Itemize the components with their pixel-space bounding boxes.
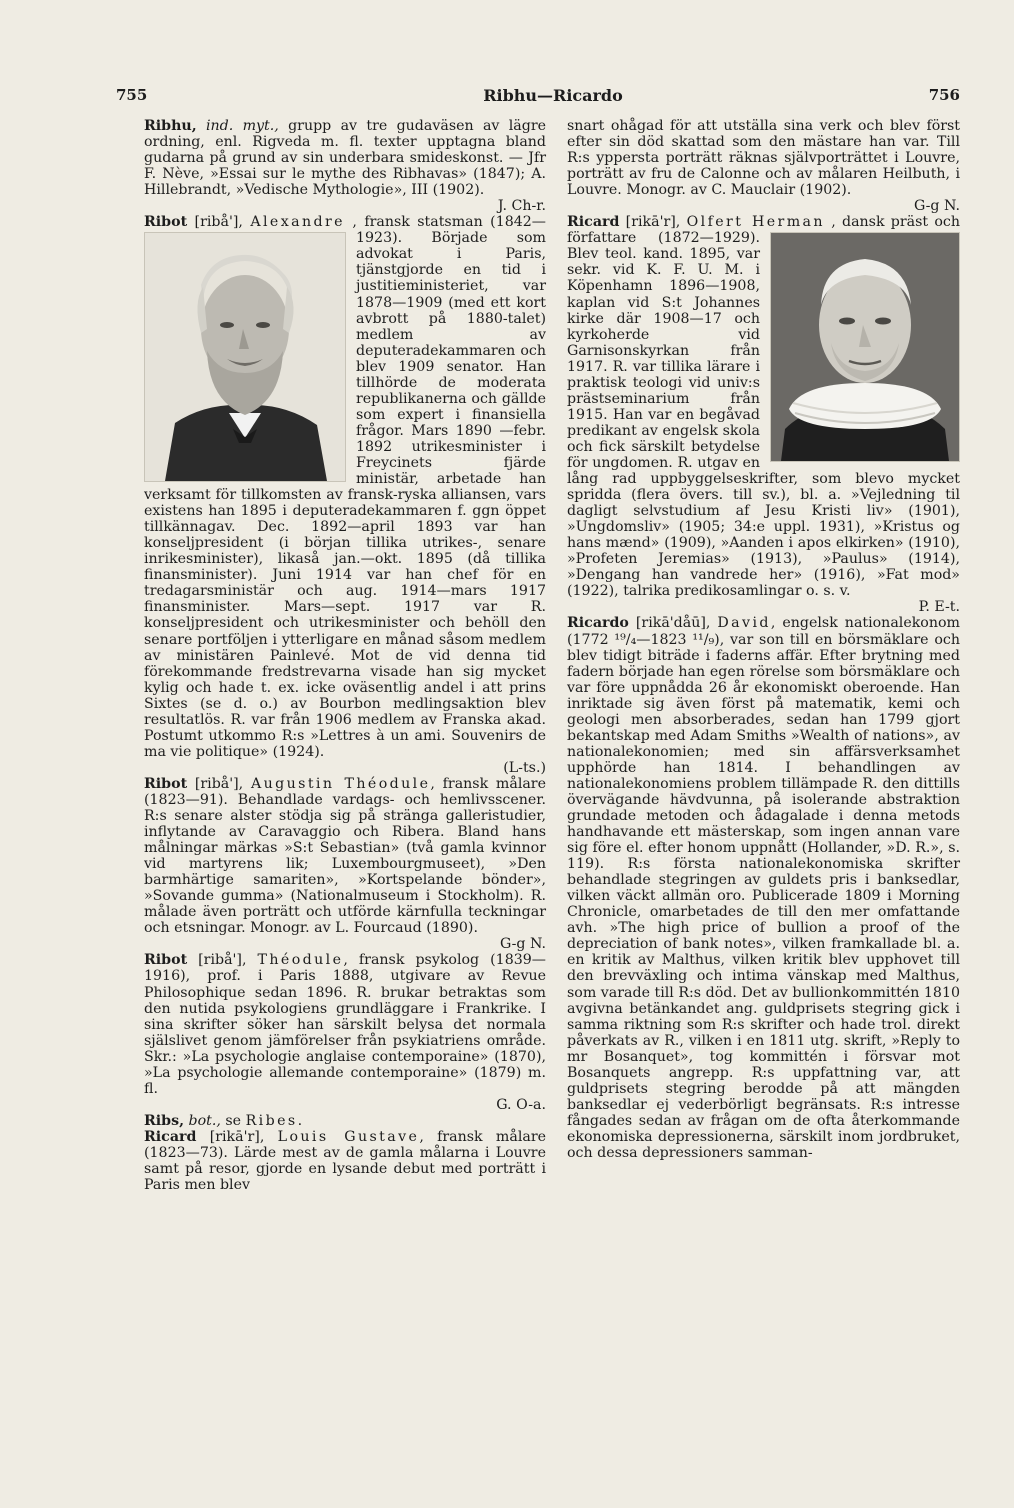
person-name: Alexandre: [250, 214, 345, 231]
cross-reference: Ribes: [245, 1112, 298, 1129]
pronunciation: [ribå'],: [187, 952, 258, 969]
entry-text: , fransk statsman (1842—1923). Började som advokat i Paris, tjänstgjorde en tid i justitieministeriet, var 1878—1909 (med ett kort avbrott på 1880-talet) medlem av deputeradekammaren och blev 1909 senator. Han tillhörde de moderata republikanerna och gällde som expert i finansiella frågor. Mars 1890 —febr. 1892 utrikesminister i Freycinets fjärde ministär, arbetade han verksamt för tillkomsten av fransk-ryska alliansen, vars existens han 1895 i deputeradekammaren f. ggn öppet tillkännagav. Dec. 1892—april 1893 var han konseljpresident (i början tillika utrikes-, senare inrikesminister), likaså jan.—okt. 1895 (då tillika finansminister). Juni 1914 var han chef för en tredagarsministär och aug. 1914—mars 1917 finansminister. Mars—sept. 1917 var R. konseljpresident och utrikesminister och behöll den senare portföljen i ytterligare en månad såsom medlem av ministären Painlevé. Mot de vid denna tid förekommande fredstrevarna visade han sig mycket kylig och hade t. ex. icke oväsentlig andel i att prins Sixtes (se d. o.) av Bourbon medlingsaktion blev resultatlös. R. var från 1906 medlem av Franska akad. Postumt utkommo R:s »Lettres à un ami. Souvenirs de ma vie politique» (1924).: [144, 214, 546, 760]
entry-text: , engelsk nationalekonom (1772 ¹⁹/₄—1823 ¹¹/₉), var son till en börsmäklare och blev tidigt biträde i faderns affär. Efter brytning med fadern började han egen rörelse som börsmäklare och var före uppnådda 26 år ekonomiskt oberoende. Han inriktade sig även först på matematik, kemi och geologi men absorberades, sedan han 1799 gjort bekantskap med Adam Smiths »Wealth of nations», av nationalekonomien; med sin affärsverksamhet upphörde han 1814. I behandlingen av nationalekonomiens problem tillämpade R. den dittills övervägande hävdvunna, på isolerande abstraktion grundade metoden och ådagalade i denna metods handhavande ett mästerskap, som ingen annan vare sig före el. efter honom uppnått (Hollander, »D. R.», s. 119). R:s första nationalekonomiska skrifter behandlade stegringen av guldets pris i banksedlar, vilken väckt allmän oro. Publicerade 1809 i Morning Chronicle, omarbetades de till den mer omfattande avh. »The high price of bullion a proof of the depreciation of bank notes», vilken framkallade bl. a. en kritik av Malthus, vilken kritik blev upphovet till den brevväxling och intima vänskap med Malthus, som varade till R:s död. Det av bullionkommittén 1810 avgivna betänkandet ang. guldprisets stegring gick i samma riktning som R:s skrifter och hade trol. direkt påverkats av R., vilken i en 1811 utg. skrift, »Reply to mr Bosanquet», tog kommittén i försvar mot Bosanquets angrepp. R:s uppfattning var, att guldprisets stegring berodde på att mängden banksedlar ej vederbörligt begränsats. R:s intresse fångades sedan av frågan om de ofta återkommande ekonomiska depressionerna, särskilt inom jordbruket, och dessa depressioners samman-: [567, 615, 960, 1161]
left-column: [144, 118, 546, 1193]
author-signature: G. O-a.: [496, 1096, 546, 1113]
subject-label: ind. myt.,: [206, 118, 279, 134]
entry-ribot-alexandre: [144, 214, 546, 776]
headword: Ribs,: [144, 1112, 185, 1129]
right-column: [567, 118, 960, 1161]
entry-text: snart ohågad för att utställa sina verk och blev först efter sin död skattad som den mästare han var. Till R:s yppersta porträtt räknas självporträttet i Louvre, porträtt av fru de Calonne och av målaren Heilbuth, i Louvre. Monogr. av C. Mauclair (1902).: [567, 118, 960, 199]
entry-ricard-olfert: [567, 214, 960, 615]
author-signature: (L-ts.): [503, 759, 546, 776]
headword: Ribot: [144, 214, 188, 231]
person-name: Louis Gustave: [277, 1128, 420, 1145]
headword: Ribhu,: [144, 118, 197, 134]
entry-end: .: [297, 1112, 303, 1129]
author-signature: P. E-t.: [918, 599, 960, 616]
entry-ribs: [144, 1113, 546, 1129]
bearded-man-photo: [145, 233, 345, 481]
entry-ribot-augustin: [144, 776, 546, 953]
entry-ricard-louis: [144, 1129, 546, 1193]
entry-ribot-theodule: [144, 952, 546, 1112]
entry-text: , fransk målare (1823—91). Behandlade vardags- och hemlivsscener. R:s senare alster stödja sig på stränga galleristudier, inflytande av Caravaggio och Ribera. Bland hans målningar märkas »S:t Sebastian» (två gamla kvinnor vid martyrens lik; Luxembourgmuseet), »Den barmhärtige samariten», »Kortspelande bönder», »Sovande gumma» (Nationalmuseum i Stockholm). R. målade även porträtt och utförde kärnfulla teckningar och etsningar. Monogr. av L. Fourcaud (1890).: [144, 775, 546, 937]
headword: Ribot: [144, 952, 188, 969]
headword: Ricard: [144, 1128, 197, 1145]
headword: Ribot: [144, 775, 188, 792]
entry-text: , fransk målare (1823—73). Lärde mest av de gamla målarna i Louvre samt på resor, gjorde en lysande debut med porträtt i Paris men blev: [144, 1128, 546, 1194]
entry-text: grupp av tre gudaväsen av lägre ordning, enl. Rigveda m. fl. texter upptagna bland gudarna på grund av sin underbara smideskonst. — Jfr F. Nève, »Essai sur le mythe des Ribhavas» (1847); A. Hillebrandt, »Vedische Mythologie», III (1902).: [144, 118, 546, 199]
clergyman-photo: [771, 233, 959, 461]
portrait-alexandre-ribot: [144, 232, 346, 482]
subject-label: bot.,: [184, 1112, 221, 1129]
author-signature: J. Ch-r.: [497, 198, 546, 215]
entry-text: , fransk psykolog (1839—1916), prof. i Paris 1888, utgivare av Revue Philosophique sedan 1896. R. brukar betraktas som den nutida psykologiens grundläggare i Frankrike. I sina skrifter söker han särskilt belysa det normala själslivet genom jämförelser från psykiatriens område. Skr.: »La psychologie anglaise contemporaine» (1870), »La psychologie allemande contemporaine» (1879) m. fl.: [144, 952, 546, 1097]
author-signature: G-g N.: [500, 936, 546, 953]
pronunciation: [ribå'],: [187, 775, 251, 792]
person-name: David: [717, 615, 771, 632]
portrait-olfert-ricard: [770, 232, 960, 462]
entry-text: , dansk präst och författare (1872—1929). Blev teol. kand. 1895, var sekr. vid K. F. U. M. i Köpenhamn 1896—1908, kaplan vid S:t Johannes kirke där 1908—17 och kyrkoherde vid Garnisonskyrkan från 1917. R. var tillika lärare i praktisk teologi vid univ:s prästseminarium från 1915. Han var en begåvad predikant av engelsk skola och fick särskilt betydelse för ungdomen. R. utgav en lång rad uppbyggelseskrifter, som blevo mycket spridda (flera övers. till sv.), bl. a. »Vejledning til dagligt selvstudium af Jesu Kristi liv» (1901), »Ungdomsliv» (1905; 34:e uppl. 1931), »Kristus og hans mænd» (1909), »Aanden i apos elkirken» (1910), »Profeten Jeremias» (1913), »Paulus» (1914), »Dengang han vandrede her» (1916), »Fat mod» (1922), talrika predikosamlingar o. s. v.: [567, 214, 960, 600]
author-signature: G-g N.: [914, 198, 960, 215]
person-name: Théodule: [257, 952, 344, 969]
entry-ricardo: [567, 615, 960, 1161]
pronunciation: [rikā'dåū],: [628, 615, 718, 632]
entry-text: se: [220, 1112, 246, 1129]
headword: Ricardo: [567, 615, 629, 632]
pronunciation: [ribå'],: [187, 214, 251, 231]
entry-ricard-louis-continued: [567, 118, 960, 214]
entry-ribhu: [144, 118, 546, 214]
person-name: Olfert Herman: [686, 214, 825, 231]
page-number-left: 755: [116, 86, 148, 104]
pronunciation: [rikā'r],: [196, 1128, 278, 1145]
page-number-right: 756: [928, 86, 960, 104]
running-title: Ribhu—Ricardo: [483, 86, 623, 105]
person-name: Augustin Théodule: [250, 775, 431, 792]
pronunciation: [rikā'r],: [619, 214, 687, 231]
headword: Ricard: [567, 214, 620, 231]
